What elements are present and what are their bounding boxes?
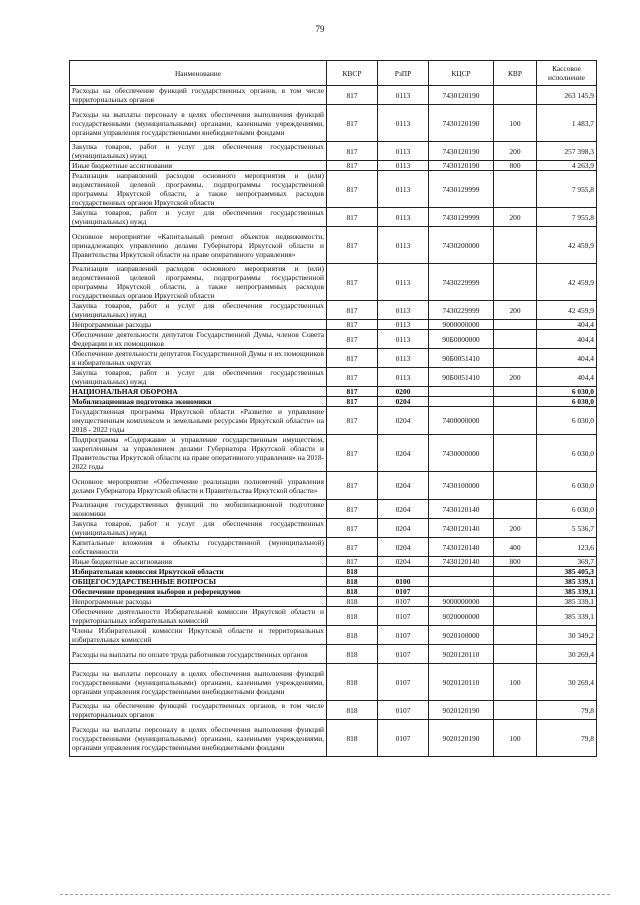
cell-rzpr: 0204 bbox=[378, 472, 429, 500]
cell-amount: 1 483,7 bbox=[537, 105, 597, 142]
cell-kvsr: 817 bbox=[327, 142, 378, 161]
cell-rzpr: 0204 bbox=[378, 397, 429, 407]
cell-name: Расходы на выплаты персоналу в целях обеспечения выполнения функций государственными (муниципальными) органами, казенными учреждениями, органами управления государственными внебюджетными фондами bbox=[70, 105, 327, 142]
cell-rzpr: 0107 bbox=[378, 720, 429, 757]
cell-amount: 6 030,0 bbox=[537, 435, 597, 472]
cell-name: Избирательная комиссия Иркутской области bbox=[70, 567, 327, 577]
cell-rzpr: 0107 bbox=[378, 664, 429, 701]
header-kcsr: КЦСР bbox=[429, 61, 494, 86]
table-row bbox=[70, 387, 597, 397]
cell-kvsr: 817 bbox=[327, 557, 378, 567]
cell-kvsr: 817 bbox=[327, 161, 378, 171]
header-kvr: КВР bbox=[494, 61, 537, 86]
cell-name: Обеспечение деятельности депутатов Государственной Думы, членов Совета Федерации и их помощников bbox=[70, 330, 327, 349]
table-row bbox=[70, 208, 597, 227]
table-row bbox=[70, 142, 597, 161]
cell-kvr: 200 bbox=[494, 208, 537, 227]
cell-kvr bbox=[494, 435, 537, 472]
header-name: Наименование bbox=[70, 61, 327, 86]
cell-kcsr: 7430229999 bbox=[429, 301, 494, 320]
table-row bbox=[70, 368, 597, 387]
cell-kvr bbox=[494, 587, 537, 597]
cell-kvsr: 818 bbox=[327, 597, 378, 607]
cell-kcsr: 7430120140 bbox=[429, 557, 494, 567]
cell-kvsr: 817 bbox=[327, 368, 378, 387]
cell-name: Государственная программа Иркутской области «Развитие и управление имущественным комплексом и земельными ресурсами Иркутской области» на 2018 - 2022 годы bbox=[70, 407, 327, 435]
cell-kvsr: 818 bbox=[327, 587, 378, 597]
cell-amount: 257 398,3 bbox=[537, 142, 597, 161]
cell-kvr: 100 bbox=[494, 105, 537, 142]
page-number: 79 bbox=[315, 24, 325, 34]
table-row bbox=[70, 500, 597, 519]
cell-rzpr: 0113 bbox=[378, 320, 429, 330]
cell-name: Расходы на обеспечение функций государственных органов, в том числе территориальных органов bbox=[70, 701, 327, 720]
cell-kcsr: 9020000000 bbox=[429, 607, 494, 626]
cell-rzpr: 0107 bbox=[378, 626, 429, 645]
cell-amount: 7 955,8 bbox=[537, 208, 597, 227]
cell-kcsr: 9000000000 bbox=[429, 320, 494, 330]
cell-kcsr: 9020120110 bbox=[429, 645, 494, 664]
cell-kvsr: 817 bbox=[327, 320, 378, 330]
cell-amount: 6 030,0 bbox=[537, 387, 597, 397]
cell-rzpr: 0113 bbox=[378, 264, 429, 301]
cell-kcsr: 9000000000 bbox=[429, 597, 494, 607]
cell-name: Расходы на выплаты персоналу в целях обеспечения выполнения функций государственными (муниципальными) органами, казенными учреждениями, органами управления государственными внебюджетными фондами bbox=[70, 664, 327, 701]
cell-amount: 42 459,9 bbox=[537, 301, 597, 320]
table-row bbox=[70, 597, 597, 607]
cell-name: Основное мероприятие «Обеспечение реализации полномочий управления делами Губернатора Иркутской области и Правительства Иркутской области» bbox=[70, 472, 327, 500]
cell-kvsr: 817 bbox=[327, 171, 378, 208]
cell-kvr: 800 bbox=[494, 161, 537, 171]
cell-kvsr: 818 bbox=[327, 645, 378, 664]
cell-amount: 6 030,0 bbox=[537, 407, 597, 435]
cell-amount: 7 955,8 bbox=[537, 171, 597, 208]
cell-kcsr: 90Б0000000 bbox=[429, 330, 494, 349]
cell-kcsr: 7430120140 bbox=[429, 519, 494, 538]
table-row bbox=[70, 577, 597, 587]
cell-kvsr: 818 bbox=[327, 567, 378, 577]
cell-name: Обеспечение деятельности Избирательной комиссии Иркутской области и территориальных избирательных комиссий bbox=[70, 607, 327, 626]
table-row bbox=[70, 664, 597, 701]
cell-name: Непрограммные расходы bbox=[70, 597, 327, 607]
table-row bbox=[70, 645, 597, 664]
cell-kcsr bbox=[429, 567, 494, 577]
cell-kcsr bbox=[429, 397, 494, 407]
cell-kcsr: 7400000000 bbox=[429, 407, 494, 435]
cell-name: Реализация государственных функций по мобилизационной подготовке экономики bbox=[70, 500, 327, 519]
cell-kvr bbox=[494, 577, 537, 587]
table-row bbox=[70, 407, 597, 435]
cell-kvsr: 817 bbox=[327, 472, 378, 500]
cell-amount: 385 339,1 bbox=[537, 587, 597, 597]
cell-kvr bbox=[494, 567, 537, 577]
table-row bbox=[70, 264, 597, 301]
cell-rzpr: 0100 bbox=[378, 577, 429, 587]
cell-kvr: 200 bbox=[494, 519, 537, 538]
cell-kvr bbox=[494, 387, 537, 397]
cell-rzpr bbox=[378, 567, 429, 577]
footer-divider bbox=[60, 894, 610, 895]
cell-amount: 385 405,3 bbox=[537, 567, 597, 577]
cell-name: Мобилизационная подготовка экономики bbox=[70, 397, 327, 407]
cell-amount: 30 269,4 bbox=[537, 645, 597, 664]
cell-name: Расходы на выплаты персоналу в целях обеспечения выполнения функций государственными (муниципальными) органами, казенными учреждениями, органами управления государственными внебюджетными фондами bbox=[70, 720, 327, 757]
cell-rzpr: 0107 bbox=[378, 645, 429, 664]
cell-amount: 404,4 bbox=[537, 330, 597, 349]
table-row bbox=[70, 587, 597, 597]
cell-rzpr: 0113 bbox=[378, 86, 429, 105]
cell-amount: 6 030,0 bbox=[537, 397, 597, 407]
cell-kcsr: 9020120190 bbox=[429, 720, 494, 757]
table-row bbox=[70, 626, 597, 645]
cell-kvr bbox=[494, 607, 537, 626]
cell-rzpr: 0113 bbox=[378, 330, 429, 349]
cell-kvr: 200 bbox=[494, 368, 537, 387]
cell-amount: 30 349,2 bbox=[537, 626, 597, 645]
cell-kcsr: 7430100000 bbox=[429, 472, 494, 500]
cell-amount: 42 459,9 bbox=[537, 227, 597, 264]
cell-name: Реализация направлений расходов основного мероприятия и (или) ведомственной целевой программы, подпрограммы государственной программы Иркутской области, а также непрограммных расходов государственных органов Иркутской области bbox=[70, 171, 327, 208]
header-kvsr: КВСР bbox=[327, 61, 378, 86]
table-header-row bbox=[70, 61, 597, 86]
table-row bbox=[70, 720, 597, 757]
table-row bbox=[70, 557, 597, 567]
cell-kvsr: 818 bbox=[327, 577, 378, 587]
cell-kvsr: 817 bbox=[327, 500, 378, 519]
cell-kcsr: 9020120190 bbox=[429, 701, 494, 720]
table-body bbox=[70, 86, 597, 757]
table-row bbox=[70, 349, 597, 368]
cell-kvsr: 817 bbox=[327, 264, 378, 301]
cell-kvr bbox=[494, 626, 537, 645]
cell-rzpr: 0113 bbox=[378, 227, 429, 264]
cell-kcsr: 7430200000 bbox=[429, 227, 494, 264]
table-row bbox=[70, 161, 597, 171]
cell-kvr: 100 bbox=[494, 664, 537, 701]
cell-kcsr: 90Б0051410 bbox=[429, 349, 494, 368]
cell-kcsr bbox=[429, 387, 494, 397]
cell-name: Закупка товаров, работ и услуг для обеспечения государственных (муниципальных) нужд bbox=[70, 519, 327, 538]
cell-kvr bbox=[494, 701, 537, 720]
cell-name: ОБЩЕГОСУДАРСТВЕННЫЕ ВОПРОСЫ bbox=[70, 577, 327, 587]
cell-kvr bbox=[494, 320, 537, 330]
cell-amount: 369,7 bbox=[537, 557, 597, 567]
table-row bbox=[70, 472, 597, 500]
cell-kvsr: 818 bbox=[327, 664, 378, 701]
cell-kvr: 200 bbox=[494, 142, 537, 161]
cell-amount: 404,4 bbox=[537, 320, 597, 330]
cell-kvsr: 817 bbox=[327, 86, 378, 105]
cell-kvsr: 818 bbox=[327, 607, 378, 626]
cell-kvr bbox=[494, 171, 537, 208]
cell-kvr: 200 bbox=[494, 301, 537, 320]
cell-kvr bbox=[494, 397, 537, 407]
cell-kvr bbox=[494, 349, 537, 368]
table-row bbox=[70, 435, 597, 472]
cell-kcsr: 7430120190 bbox=[429, 142, 494, 161]
cell-amount: 385 339,1 bbox=[537, 607, 597, 626]
cell-rzpr: 0113 bbox=[378, 301, 429, 320]
cell-name: Расходы на выплаты по оплате труда работников государственных органов bbox=[70, 645, 327, 664]
cell-kvsr: 817 bbox=[327, 538, 378, 557]
cell-kcsr bbox=[429, 577, 494, 587]
table-row bbox=[70, 330, 597, 349]
cell-kcsr: 7430120140 bbox=[429, 538, 494, 557]
cell-kvsr: 817 bbox=[327, 349, 378, 368]
cell-kcsr: 90Б0051410 bbox=[429, 368, 494, 387]
cell-rzpr: 0113 bbox=[378, 171, 429, 208]
cell-amount: 42 459,9 bbox=[537, 264, 597, 301]
cell-kvr bbox=[494, 330, 537, 349]
cell-kvr: 100 bbox=[494, 720, 537, 757]
cell-amount: 6 030,0 bbox=[537, 472, 597, 500]
cell-amount: 404,4 bbox=[537, 349, 597, 368]
cell-rzpr: 0204 bbox=[378, 538, 429, 557]
cell-name: Обеспечение проведения выборов и референдумов bbox=[70, 587, 327, 597]
table-row bbox=[70, 105, 597, 142]
table-row bbox=[70, 301, 597, 320]
cell-name: Подпрограмма «Содержание и управление государственным имуществом, закрепленным за управлением делами Губернатора Иркутской области и Правительства Иркутской области на праве оперативного управления» на 2018-2022 годы bbox=[70, 435, 327, 472]
table-row bbox=[70, 567, 597, 577]
cell-name: Капитальные вложения в объекты государственной (муниципальной) собственности bbox=[70, 538, 327, 557]
table-row bbox=[70, 538, 597, 557]
table-row bbox=[70, 397, 597, 407]
cell-name: Члены Избирательной комиссии Иркутской области и территориальных избирательных комиссий bbox=[70, 626, 327, 645]
cell-amount: 385 339,1 bbox=[537, 577, 597, 587]
cell-kvsr: 817 bbox=[327, 105, 378, 142]
cell-kvsr: 818 bbox=[327, 701, 378, 720]
cell-kvsr: 817 bbox=[327, 435, 378, 472]
cell-rzpr: 0204 bbox=[378, 519, 429, 538]
cell-rzpr: 0113 bbox=[378, 161, 429, 171]
cell-kcsr: 7430129999 bbox=[429, 171, 494, 208]
cell-name: Иные бюджетные ассигнования bbox=[70, 161, 327, 171]
cell-kvsr: 817 bbox=[327, 330, 378, 349]
cell-kcsr: 9020120110 bbox=[429, 664, 494, 701]
cell-kcsr: 7430129999 bbox=[429, 208, 494, 227]
budget-execution-table bbox=[69, 60, 597, 757]
cell-name: Расходы на обеспечение функций государственных органов, в том числе территориальных органов bbox=[70, 86, 327, 105]
cell-kvr bbox=[494, 597, 537, 607]
cell-kvr bbox=[494, 645, 537, 664]
cell-amount: 404,4 bbox=[537, 368, 597, 387]
cell-name: Иные бюджетные ассигнования bbox=[70, 557, 327, 567]
cell-kvr bbox=[494, 472, 537, 500]
cell-kcsr: 7430000000 bbox=[429, 435, 494, 472]
cell-kvsr: 817 bbox=[327, 208, 378, 227]
cell-name: Реализация направлений расходов основного мероприятия и (или) ведомственной целевой программы, подпрограммы государственной программы Иркутской области, а также непрограммных расходов государственных органов Иркутской области bbox=[70, 264, 327, 301]
table-row bbox=[70, 320, 597, 330]
table-row bbox=[70, 227, 597, 264]
header-rzpr: РзПР bbox=[378, 61, 429, 86]
cell-kvsr: 818 bbox=[327, 720, 378, 757]
cell-name: Непрограммные расходы bbox=[70, 320, 327, 330]
cell-kvsr: 817 bbox=[327, 519, 378, 538]
cell-name: Закупка товаров, работ и услуг для обеспечения государственных (муниципальных) нужд bbox=[70, 208, 327, 227]
cell-kvsr: 817 bbox=[327, 227, 378, 264]
cell-kvr: 400 bbox=[494, 538, 537, 557]
cell-kcsr: 9020100000 bbox=[429, 626, 494, 645]
cell-amount: 263 145,9 bbox=[537, 86, 597, 105]
cell-rzpr: 0204 bbox=[378, 557, 429, 567]
cell-rzpr: 0107 bbox=[378, 701, 429, 720]
cell-name: НАЦИОНАЛЬНАЯ ОБОРОНА bbox=[70, 387, 327, 397]
cell-amount: 385 339,1 bbox=[537, 597, 597, 607]
cell-rzpr: 0204 bbox=[378, 407, 429, 435]
cell-rzpr: 0113 bbox=[378, 105, 429, 142]
cell-kvsr: 817 bbox=[327, 397, 378, 407]
cell-rzpr: 0200 bbox=[378, 387, 429, 397]
cell-kvr bbox=[494, 264, 537, 301]
cell-amount: 4 263,9 bbox=[537, 161, 597, 171]
cell-rzpr: 0204 bbox=[378, 435, 429, 472]
cell-name: Закупка товаров, работ и услуг для обеспечения государственных (муниципальных) нужд bbox=[70, 368, 327, 387]
cell-amount: 30 269,4 bbox=[537, 664, 597, 701]
cell-kvr bbox=[494, 407, 537, 435]
cell-rzpr: 0204 bbox=[378, 500, 429, 519]
cell-kcsr: 7430120190 bbox=[429, 105, 494, 142]
table-row bbox=[70, 171, 597, 208]
cell-rzpr: 0113 bbox=[378, 368, 429, 387]
cell-rzpr: 0107 bbox=[378, 597, 429, 607]
cell-kvsr: 817 bbox=[327, 387, 378, 397]
cell-amount: 79,8 bbox=[537, 701, 597, 720]
cell-rzpr: 0107 bbox=[378, 607, 429, 626]
cell-amount: 79,8 bbox=[537, 720, 597, 757]
cell-kcsr: 7430120190 bbox=[429, 86, 494, 105]
cell-rzpr: 0107 bbox=[378, 587, 429, 597]
cell-rzpr: 0113 bbox=[378, 142, 429, 161]
cell-amount: 5 536,7 bbox=[537, 519, 597, 538]
cell-amount: 6 030,0 bbox=[537, 500, 597, 519]
cell-kvsr: 817 bbox=[327, 407, 378, 435]
cell-rzpr: 0113 bbox=[378, 208, 429, 227]
table-row bbox=[70, 701, 597, 720]
cell-kvr bbox=[494, 86, 537, 105]
cell-kcsr: 7430229999 bbox=[429, 264, 494, 301]
table-row bbox=[70, 519, 597, 538]
table-row bbox=[70, 86, 597, 105]
cell-kvr: 800 bbox=[494, 557, 537, 567]
cell-name: Закупка товаров, работ и услуг для обеспечения государственных (муниципальных) нужд bbox=[70, 301, 327, 320]
cell-kvsr: 818 bbox=[327, 626, 378, 645]
cell-kcsr bbox=[429, 587, 494, 597]
cell-kcsr: 7430120190 bbox=[429, 161, 494, 171]
cell-name: Обеспечение деятельности депутатов Государственной Думы и их помощников в избирательных округах bbox=[70, 349, 327, 368]
cell-kvsr: 817 bbox=[327, 301, 378, 320]
cell-name: Основное мероприятие «Капитальный ремонт объектов недвижимости, принадлежащих управлению делами Губернатора Иркутской области и Правительства Иркутской области на праве оперативного управления» bbox=[70, 227, 327, 264]
header-amount: Кассовое исполнение bbox=[537, 61, 597, 86]
cell-name: Закупка товаров, работ и услуг для обеспечения государственных (муниципальных) нужд bbox=[70, 142, 327, 161]
cell-kcsr: 7430120140 bbox=[429, 500, 494, 519]
cell-rzpr: 0113 bbox=[378, 349, 429, 368]
cell-amount: 123,6 bbox=[537, 538, 597, 557]
cell-kvr bbox=[494, 500, 537, 519]
table-row bbox=[70, 607, 597, 626]
cell-kvr bbox=[494, 227, 537, 264]
